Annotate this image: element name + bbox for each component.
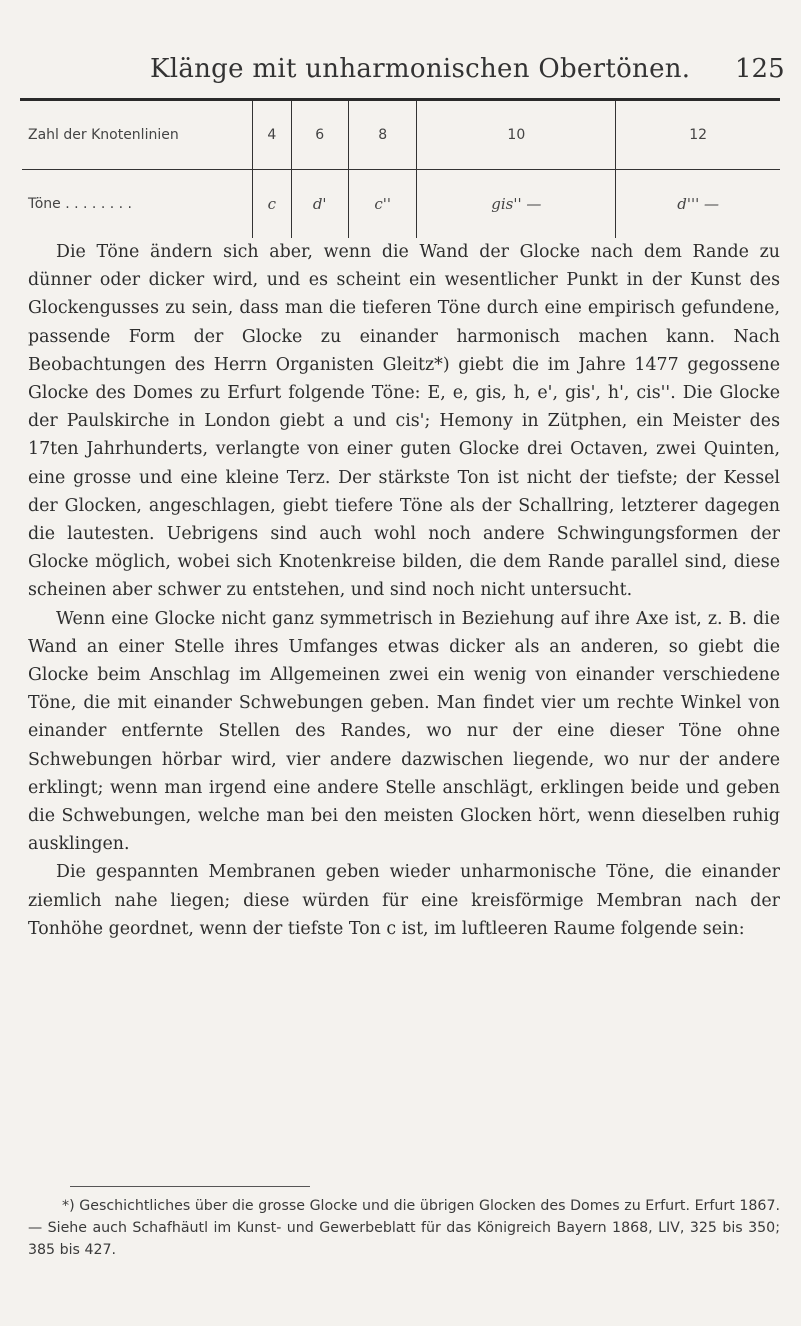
footnote <box>28 1195 780 1261</box>
table-cell: d''' — <box>616 170 780 239</box>
footnote-text: *) Geschichtliches über die grosse Glocke und die übrigen Glocken des Domes zu Erfurt. Erfurt 1867. — Siehe auch Schafhäutl im Kunst- und Gewerbeblatt für das Königreich Bayern 1868, LIV, 325 bis 350; 385 bis 427. <box>28 1198 780 1258</box>
table-cell: c'' <box>348 170 417 239</box>
running-header <box>0 54 801 94</box>
table-row-tones <box>22 170 780 239</box>
nodal-lines-table <box>22 101 780 238</box>
body-text <box>28 238 780 943</box>
table-cell: c <box>253 170 292 239</box>
table-cell: 12 <box>616 101 780 170</box>
paragraph: Wenn eine Glocke nicht ganz symmetrisch in Beziehung auf ihre Axe ist, z. B. die Wand an einer Stelle ihres Umfanges etwas dicker als an anderen, so giebt die Glocke beim Anschlag im Allgemeinen zwei ein wenig von einander verschiedene Töne, die mit einander Schwebungen geben. Man findet vier um rechte Winkel von einander entfernte Stellen des Randes, wo nur der eine dieser Töne ohne Schwebungen hörbar wird, vier andere dazwischen liegende, wo nur der andere erklingt; wenn man irgend eine andere Stelle anschlägt, erklingen beide und geben die Schwebungen, welche man bei den meisten Glocken hört, wenn dieselben ruhig ausklingen. <box>28 608 780 855</box>
table-cell: 8 <box>348 101 417 170</box>
row-label: Töne . . . . . . . . <box>28 196 132 212</box>
table-cell: gis'' — <box>417 170 616 239</box>
row-label: Zahl der Knotenlinien <box>22 101 253 170</box>
paragraph: Die gespannten Membranen geben wieder unharmonische Töne, die einander ziemlich nahe liegen; diese würden für eine kreisförmige Membran nach der Tonhöhe geordnet, wenn der tiefste Ton c ist, im luftleeren Raume folgende sein: <box>28 862 780 939</box>
table-cell: 6 <box>291 101 348 170</box>
table-row-nodes <box>22 101 780 170</box>
table-cell: d' <box>291 170 348 239</box>
footnote-rule <box>70 1186 310 1187</box>
table-cell: 10 <box>417 101 616 170</box>
running-title: Klänge mit unharmonischen Obertönen. <box>150 54 691 84</box>
table-cell: 4 <box>253 101 292 170</box>
paragraph: Die Töne ändern sich aber, wenn die Wand der Glocke nach dem Rande zu dünner oder dicker wird, und es scheint ein wesentlicher Punkt in der Kunst des Glockengusses zu sein, dass man die tieferen Töne durch eine empirisch gefundene, passende Form der Glocke zu einander harmonisch machen kann. Nach Beobachtungen des Herrn Organisten Gleitz*) giebt die im Jahre 1477 gegossene Glocke des Domes zu Erfurt folgende Töne: E, e, gis, h, e', gis', h', cis''. Die Glocke der Paulskirche in London giebt a und cis'; Hemony in Zütphen, ein Meister des 17ten Jahrhunderts, verlangte von einer guten Glocke drei Octaven, zwei Quinten, eine grosse und eine kleine Terz. Der stärkste Ton ist nicht der tiefste; der Kessel der Glocken, angeschlagen, giebt tiefere Töne als der Schallring, letzterer dagegen die lautesten. Uebrigens sind auch wohl noch andere Schwingungsformen der Glocke möglich, wobei sich Knotenkreise bilden, die dem Rande parallel sind, diese scheinen aber schwer zu entstehen, und sind noch nicht untersucht. <box>28 242 780 601</box>
page-number: 125 <box>735 54 785 84</box>
